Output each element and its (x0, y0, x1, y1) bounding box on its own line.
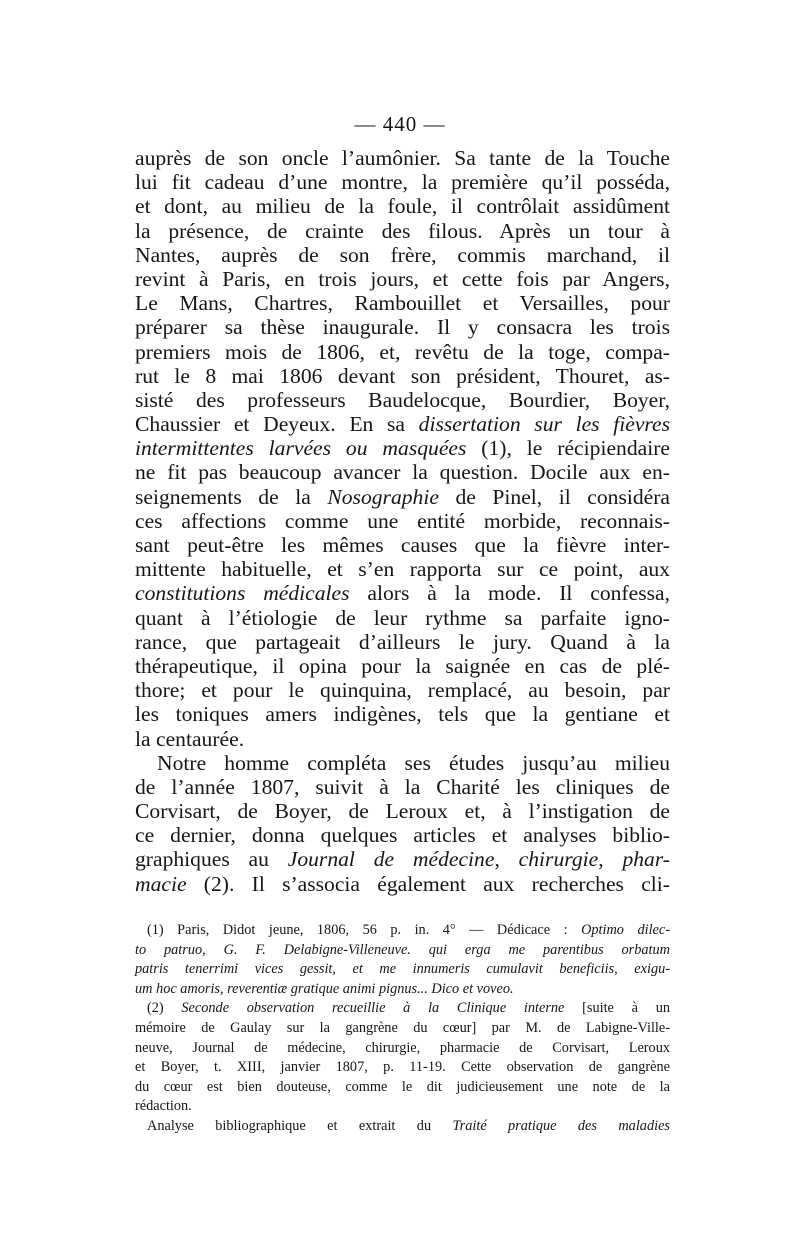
footnotes (135, 921, 670, 1137)
text-run: mémoire de Gaulay sur la gangrène du cœur] par M. de Labigne-Ville- (135, 1019, 670, 1036)
body-line (135, 751, 670, 775)
italic-text: dissertation sur les fièvres (418, 412, 671, 437)
body-line (135, 340, 670, 364)
body-line (135, 315, 670, 339)
italic-text: Traité pratique des maladies (452, 1117, 670, 1134)
text-run: Analyse bibliographique et extrait du (147, 1117, 453, 1134)
text-run: premiers mois de 1806, et, revêtu de la toge, compa- (135, 339, 670, 364)
text-run: graphiques au (135, 847, 288, 872)
text-run: la présence, de crainte des filous. Après un tour à (135, 218, 670, 243)
text-run: thore; et pour le quinquina, remplacé, au besoin, par (135, 678, 670, 703)
body-line (135, 412, 670, 436)
text-run: auprès de son oncle l’aumônier. Sa tante de la Touche (135, 146, 670, 170)
footnote-line (135, 980, 670, 1000)
footnote-line (135, 1058, 670, 1078)
body-line (135, 219, 670, 243)
text-run: seignements de la (135, 484, 328, 509)
italic-text: patris tenerrimi vices gessit, et me innumeris cumulavit beneficiis, exigu- (135, 961, 670, 978)
body-line (135, 364, 670, 388)
body-line (135, 243, 670, 267)
text-run: Le Mans, Chartres, Rambouillet et Versailles, pour (135, 291, 670, 316)
text-run: (1) Paris, Didot jeune, 1806, 56 p. in. 4° — Dédicace : (147, 922, 582, 938)
text-run: thérapeutique, il opina pour la saignée en cas de plé- (135, 653, 670, 678)
text-run: sisté des professeurs Baudelocque, Bourdier, Boyer, (135, 387, 670, 412)
text-run: alors à la mode. Il confessa, (349, 581, 671, 606)
text-run: , (494, 847, 519, 872)
italic-text: to patruo, G. F. Delabigne-Villeneuve. qui erga me parentibus orbatum (135, 941, 670, 958)
text-run: ce dernier, donna quelques articles et analyses biblio- (135, 823, 670, 848)
body-line (135, 509, 670, 533)
footnote-line (135, 1039, 670, 1059)
italic-text: Seconde observation recueillie à la Clinique interne (181, 1000, 565, 1017)
footnote-line (135, 941, 670, 961)
body-line (135, 702, 670, 726)
body-line (135, 146, 670, 170)
italic-text: macie (135, 871, 187, 896)
text-run: et dont, au milieu de la foule, il contrôlait assidûment (135, 194, 670, 219)
text-run: ces affections comme une entité morbide, reconnais- (135, 508, 670, 533)
italic-text: Nosographie (327, 484, 439, 509)
body-line (135, 606, 670, 630)
text-run: mittente habituelle, et s’en rapporta sur ce point, aux (135, 557, 670, 582)
footnote-line (135, 960, 670, 980)
text-run: lui fit cadeau d’une montre, la première qu’il posséda, (135, 170, 670, 195)
italic-text: phar- (622, 847, 670, 872)
text-run: (2) (147, 1000, 182, 1017)
body-line (135, 727, 670, 751)
text-run: la centaurée. (135, 726, 245, 751)
body-line (135, 775, 670, 799)
body-line (135, 533, 670, 557)
body-line (135, 799, 670, 823)
text-run: les toniques amers indigènes, tels que la gentiane et (135, 702, 670, 727)
text-run: préparer sa thèse inaugurale. Il y consacra les trois (135, 315, 670, 340)
body-line (135, 872, 670, 896)
body-line (135, 557, 670, 581)
text-run: rut le 8 mai 1806 devant son président, Thouret, as- (135, 363, 670, 388)
text-run: Chaussier et Deyeux. En sa (135, 412, 419, 437)
text-run: rance, que partageait d’ailleurs le jury. Quand à la (135, 629, 670, 654)
body-line (135, 436, 670, 460)
body-line (135, 291, 670, 315)
body-line (135, 654, 670, 678)
page-number: — 440 — (354, 112, 446, 136)
text-run: rédaction. (135, 1098, 192, 1115)
body-line (135, 388, 670, 412)
footnote-line (135, 1097, 670, 1117)
text-run: de Pinel, il considéra (438, 484, 671, 509)
body-line (135, 823, 670, 847)
text-run: quant à l’étiologie de leur rythme sa parfaite igno- (135, 605, 670, 630)
text-run: ne fit pas beaucoup avancer la question. Docile aux en- (135, 460, 670, 485)
text-run: du cœur est bien douteuse, comme le dit judicieusement une note de la (135, 1078, 670, 1095)
body-line (135, 170, 670, 194)
text-run: et Boyer, t. XIII, janvier 1807, p. 11-19. Cette observation de gangrène (135, 1059, 670, 1076)
text-run: Corvisart, de Boyer, de Leroux et, à l’instigation de (135, 799, 670, 824)
body-line (135, 267, 670, 291)
text-run: (2). Il s’associa également aux recherches cli- (186, 871, 670, 896)
italic-text: Optimo dilec- (581, 922, 670, 938)
italic-text: constitutions médicales (135, 581, 350, 606)
text-run: [suite à un (564, 1000, 670, 1017)
body-text (135, 146, 670, 896)
text-run: sant peut-être les mêmes causes que la fièvre inter- (135, 533, 670, 557)
body-line (135, 678, 670, 702)
text-run: neuve, Journal de médecine, chirurgie, pharmacie de Corvisart, Leroux (135, 1039, 670, 1056)
footnote-line (135, 1117, 670, 1137)
text-run: , (598, 847, 623, 872)
footnote-line (135, 1019, 670, 1039)
body-line (135, 581, 670, 605)
footnote-line (135, 921, 670, 941)
text-run: revint à Paris, en trois jours, et cette fois par Angers, (135, 266, 670, 291)
text-run: Notre homme compléta ses études jusqu’au milieu (157, 750, 670, 775)
italic-text: um hoc amoris, reverentiæ gratique animi pignus... Dico et voveo. (135, 980, 514, 997)
text-run: de l’année 1807, suivit à la Charité les cliniques de (135, 774, 670, 799)
footnote-line (135, 1078, 670, 1098)
body-line (135, 847, 670, 871)
body-line (135, 630, 670, 654)
italic-text: intermittentes larvées ou masquées (135, 436, 467, 461)
footnote-line (135, 999, 670, 1019)
body-line (135, 194, 670, 218)
text-run: (1), le récipiendaire (466, 436, 670, 461)
body-line (135, 460, 670, 484)
body-line (135, 485, 670, 509)
text-run: Nantes, auprès de son frère, commis marchand, il (135, 242, 670, 267)
italic-text: Journal de médecine (287, 847, 495, 872)
italic-text: chirurgie (518, 847, 599, 872)
